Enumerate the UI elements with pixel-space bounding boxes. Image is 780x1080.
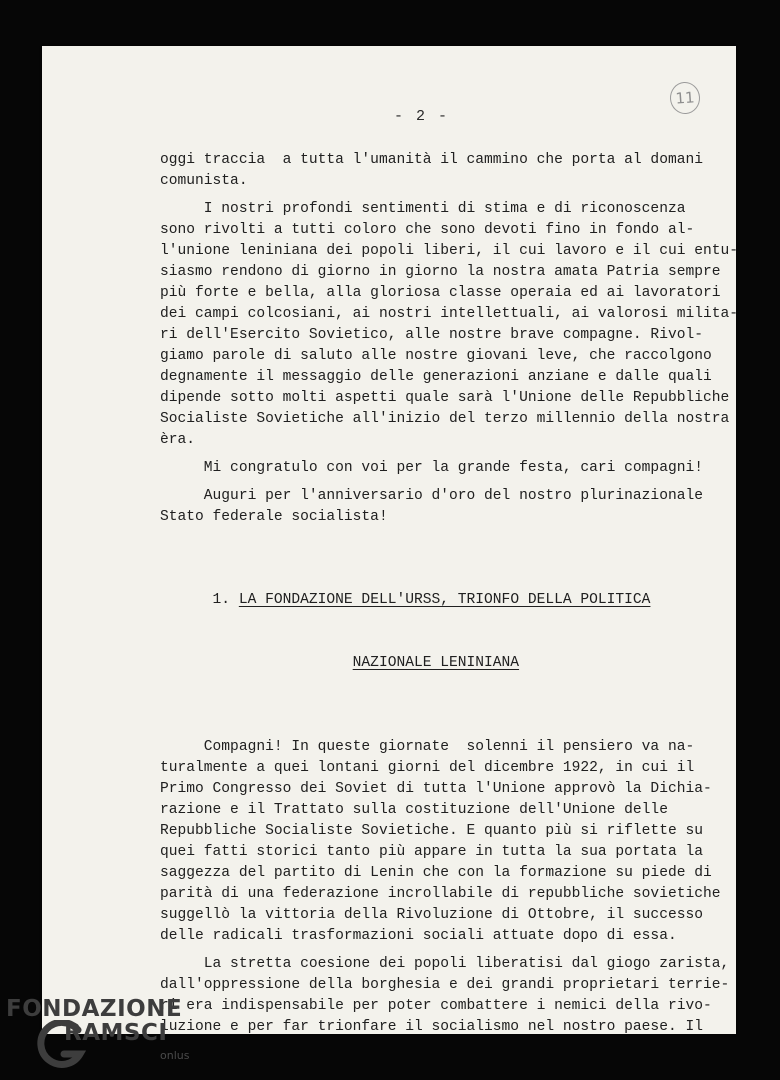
text-line: Repubbliche Socialiste Sovietiche. E quanto più si riflette su [160,823,703,839]
text-line: l'unione leniniana dei popoli liberi, il cui lavoro e il cui entu- [160,243,739,259]
text-line: più forte e bella, alla gloriosa classe operaia ed ai lavoratori [160,285,721,301]
text-line: luzione e per far trionfare il socialismo nel nostro paese. Il [160,1019,703,1035]
text-line: La stretta coesione dei popoli liberatisi dal giogo zarista, [160,956,730,972]
text-line: Primo Congresso dei Soviet di tutta l'Unione approvò la Dichia- [160,781,712,797]
text-line: delle radicali trasformazioni sociali attuate dopo di essa. [160,928,677,944]
text-line: parità di una federazione incrollabile di repubbliche sovietiche [160,886,721,902]
watermark-line-1: FONDAZIONE [6,996,183,1022]
text-line: razione e il Trattato sulla costituzione dell'Unione delle [160,802,668,818]
section-title-part-2: NAZIONALE LENINIANA [352,655,520,671]
text-line: comunista. [160,173,248,189]
text-line: giamo parole di saluto alle nostre giovani leve, che raccolgono [160,348,712,364]
paragraph [160,458,720,479]
text-line: ri era indispensabile per poter combattere i nemici della rivo- [160,998,712,1014]
section-marker: 1. [212,592,231,608]
text-line: èra. [160,432,196,448]
section-heading-line-1 [160,590,720,611]
text-line: Socialiste Sovietiche all'inizio del terzo millennio della nostra [160,411,730,427]
page-number: - 2 - [394,108,450,125]
text-line: suggellò la vittoria della Rivoluzione di Ottobre, il successo [160,907,703,923]
watermark-line-2: RAMSCI [64,1020,168,1046]
paragraph [160,737,720,947]
section-title-part-1: LA FONDAZIONE DELL'URSS, TRIONFO DELLA POLITICA [238,592,651,608]
document-page [42,46,739,1035]
watermark-onlus: onlus [160,1049,190,1062]
text-line: saggezza del partito di Lenin che con la formazione su piede di [160,865,712,881]
text-line: degnamente il messaggio delle generazioni anziane e dalle quali [160,369,712,385]
paragraph [160,199,739,451]
text-line: oggi traccia a tutta l'umanità il cammino che porta al domani [160,152,703,168]
text-line: siasmo rendono di giorno in giorno la nostra amata Patria sempre [160,264,721,280]
text-line: sono rivolti a tutti coloro che sono devoti fino in fondo al- [160,222,695,238]
paragraph [160,486,720,528]
text-line: Auguri per l'anniversario d'oro del nostro plurinazionale [160,488,703,504]
text-line: Compagni! In queste giornate solenni il pensiero va na- [160,739,695,755]
paragraph [160,150,720,192]
text-line: ri dell'Esercito Sovietico, alle nostre brave compagne. Rivol- [160,327,703,343]
paragraph [160,954,730,1038]
fondazione-gramsci-watermark [6,996,196,1072]
text-line: dei campi colcosiani, ai nostri intellettuali, ai valorosi milita- [160,306,739,322]
text-line: Stato federale socialista! [160,509,388,525]
archive-page-number: 11 [669,81,701,115]
text-line: turalmente a quei lontani giorni del dicembre 1922, in cui il [160,760,695,776]
section-heading [160,548,720,716]
text-line: I nostri profondi sentimenti di stima e di riconoscenza [160,201,686,217]
text-line: dipende sotto molti aspetti quale sarà l'Unione delle Repubbliche [160,390,730,406]
section-heading-line-2 [160,653,720,674]
text-line: dall'oppressione della borghesia e dei grandi proprietari terrie- [160,977,730,993]
text-line: Mi congratulo con voi per la grande festa, cari compagni! [160,460,703,476]
document-body [160,150,739,1038]
text-line: quei fatti storici tanto più appare in tutta la sua portata la [160,844,703,860]
